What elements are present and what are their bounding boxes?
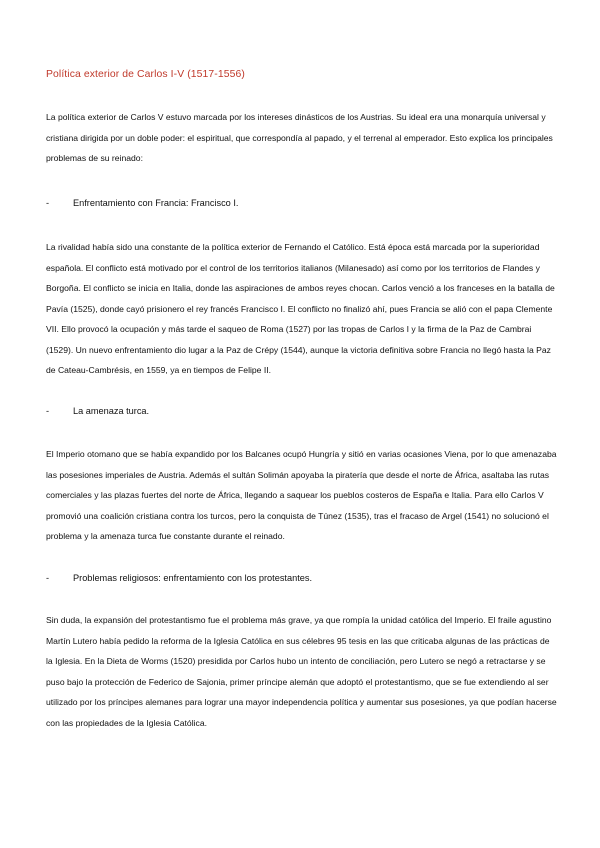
document-title: Política exterior de Carlos I-V (1517-1556) [46, 69, 245, 80]
section-heading-label: Problemas religiosos: enfrentamiento con los protestantes. [73, 573, 313, 583]
section-body-religiosos: Sin duda, la expansión del protestantismo fue el problema más grave, ya que rompía la unidad católica del Imperio. El fraile agustino Martín Lutero había pedido la reforma de la Iglesia Católica en sus célebres 95 tesis en las que criticaba algunas de las prácticas de la Iglesia. En la Dieta de Worms (1520) presidida por Carlos hubo un intento de conciliación, pero Lutero se negó a retractarse y se puso bajo la protección de Federico de Sajonia, primer príncipe alemán que adoptó el protestantismo, que se fue extendiendo al ser utilizado por los príncipes alemanes para lograr una mayor independencia política y aumentar sus posesiones, ya que podían hacerse con las propiedades de la Iglesia Católica. [46, 615, 557, 728]
list-dash: - [46, 406, 50, 416]
section-heading-religiosos [46, 573, 312, 583]
section-body-turca: El Imperio otomano que se había expandido por los Balcanes ocupó Hungría y sitió en varias ocasiones Viena, por lo que amenazaba las posesiones imperiales de Austria. Además el sultán Solimán apoyaba la piratería que desde el norte de África, asaltaba las rutas comerciales y las plazas fuertes del norte de África, llegando a saquear los pueblos costeros de España e Italia. Para ello Carlos V promovió una coalición cristiana contra los turcos, pero la conquista de Túnez (1535), tras el fracaso de Argel (1541) no solucionó el problema y la amenaza turca fue constante durante el reinado. [46, 449, 557, 541]
section-heading-francia [46, 198, 238, 208]
section-body-francia: La rivalidad había sido una constante de la política exterior de Fernando el Católico. Está época está marcada por la superioridad española. El conflicto está motivado por el control de los territorios italianos (Milanesado) así como por los territorios de Flandes y Borgoña. El conflicto se inicia en Italia, donde las aspiraciones de ambos reyes chocan. Carlos venció a los franceses en la batalla de Pavía (1525), donde cayó prisionero el rey francés Francisco I. El conflicto no finalizó ahí, pues Francia se alió con el papa Clemente VII. Ello provocó la ocupación y más tarde el saqueo de Roma (1527) por las tropas de Carlos I y la firma de la Paz de Cambrai (1529). Un nuevo enfrentamiento dio lugar a la Paz de Crépy (1544), aunque la victoria definitiva sobre Francia no llegó hasta la Paz de Cateau-Cambrésis, en 1559, ya en tiempos de Felipe II. [46, 242, 555, 375]
section-heading-turca [46, 406, 149, 416]
intro-paragraph: La política exterior de Carlos V estuvo marcada por los intereses dinásticos de los Austrias. Su ideal era una monarquía universal y cristiana dirigida por un doble poder: el espiritual, que correspondía al papado, y el terrenal al emperador. Esto explica los principales problemas de su reinado: [46, 112, 553, 163]
list-dash: - [46, 573, 50, 583]
list-dash: - [46, 198, 50, 208]
section-heading-label: La amenaza turca. [73, 406, 150, 416]
section-heading-label: Enfrentamiento con Francia: Francisco I. [73, 198, 239, 208]
